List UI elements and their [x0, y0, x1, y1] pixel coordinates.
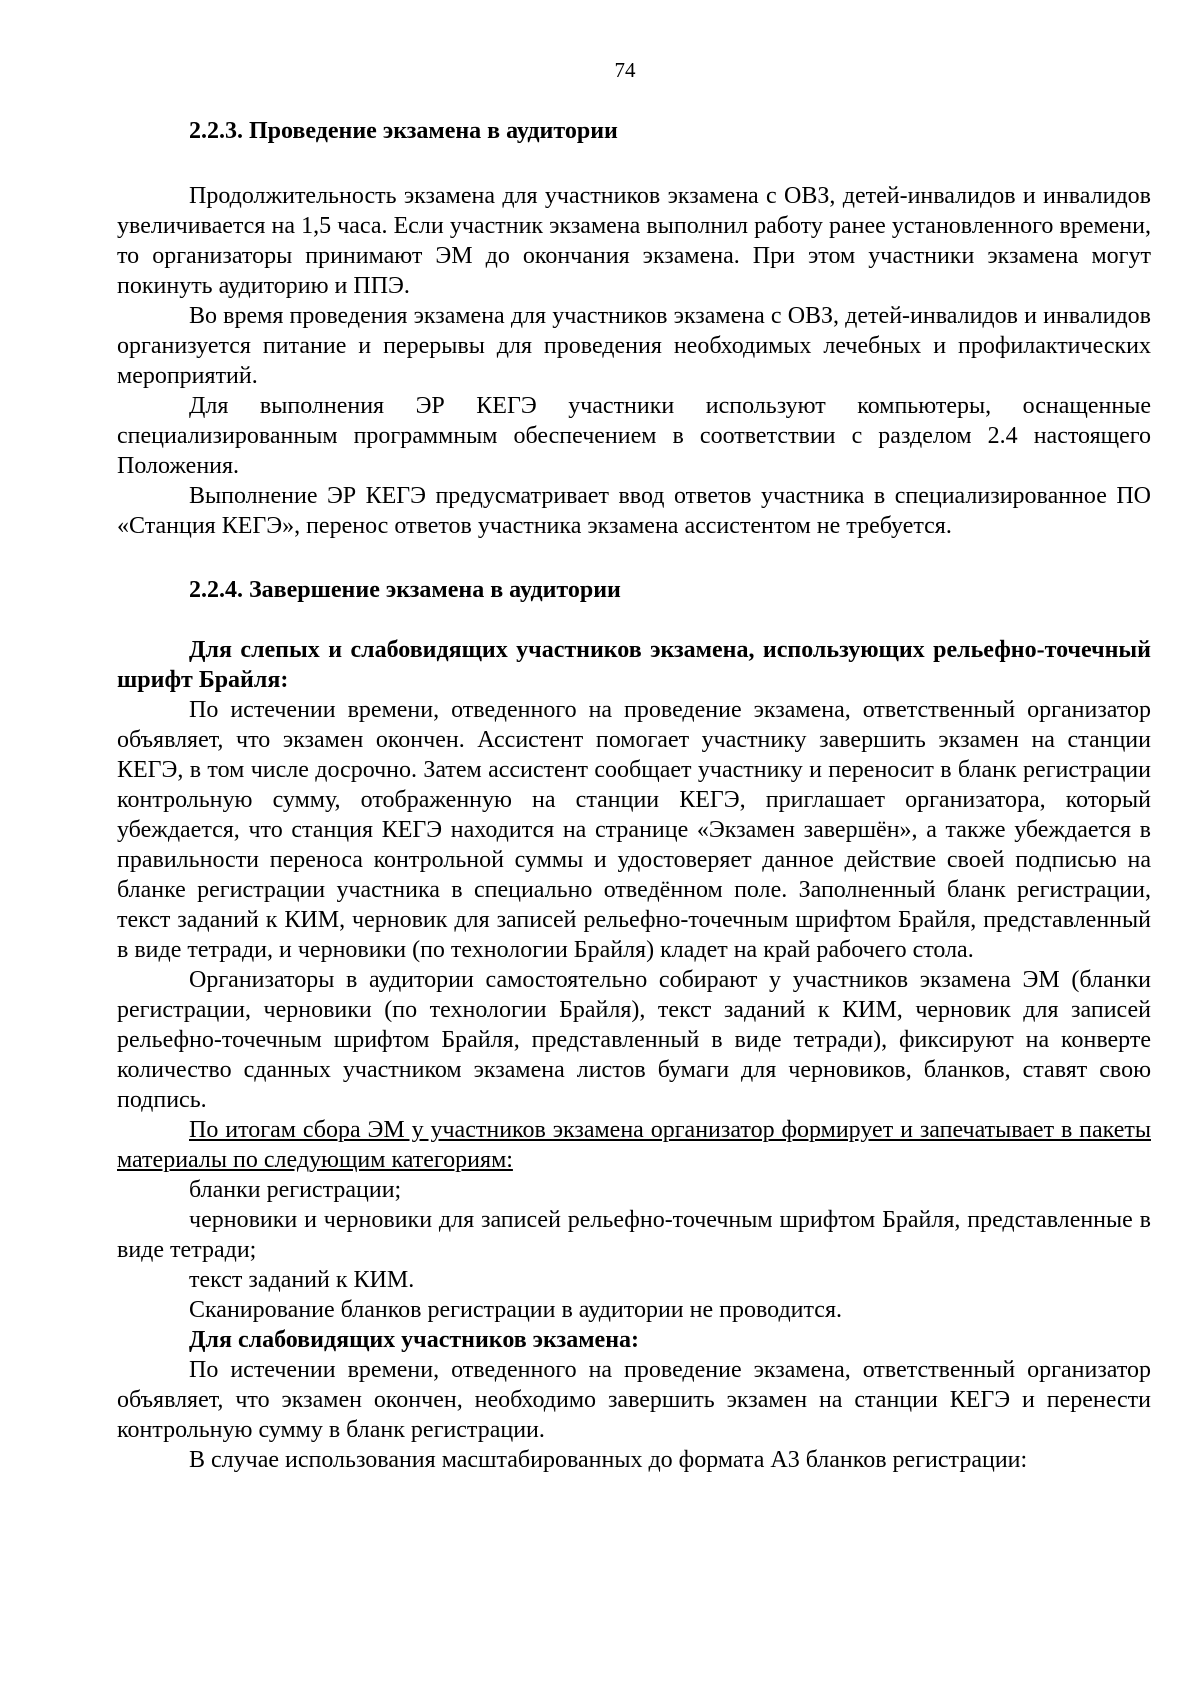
paragraph-blind-exam-end: По истечении времени, отведенного на проведение экзамена, ответственный организатор объявляет, что экзамен окончен. Ассистент помогает участнику завершить экзамен на станции КЕГЭ, в том числе досрочно. Затем ассистент сообщает участнику и переносит в бланк регистрации контрольную сумму, отображенную на станции КЕГЭ, приглашает организатора, который убеждается, что станция КЕГЭ находится на странице «Экзамен завершён», а также убеждается в правильности переноса контрольной суммы и удостоверяет данное действие своей подписью на бланке регистрации участника в специально отведённом поле. Заполненный бланк регистрации, текст заданий к КИМ, черновик для записей рельефно-точечным шрифтом Брайля, представленный в виде тетради, и черновики (по технологии Брайля) кладет на край рабочего стола. [117, 697, 1151, 963]
packaging-intro-text: По итогам сбора ЭМ у участников экзамена организатор формирует и запечатывает в пакеты материалы по следующим категориям: [117, 1117, 1151, 1173]
paragraph-duration: Продолжительность экзамена для участников экзамена с ОВЗ, детей-инвалидов и инвалидов увеличивается на 1,5 часа. Если участник экзамена выполнил работу ранее установленного времени, то организаторы принимают ЭМ до окончания экзамена. При этом участники экзамена могут покинуть аудиторию и ППЭ. [117, 183, 1151, 299]
blind-participants-heading: Для слепых и слабовидящих участников экзамена, использующих рельефно-точечный шрифт Брайля: [117, 637, 1151, 693]
page-number: 74 [614, 58, 636, 82]
packaging-item-registration-forms: бланки регистрации; [189, 1177, 402, 1203]
packaging-item-drafts: черновики и черновики для записей рельефно-точечным шрифтом Брайля, представленные в виде тетради; [117, 1207, 1151, 1263]
packaging-item-kim-text: текст заданий к КИМ. [189, 1267, 415, 1293]
paragraph-a3-forms: В случае использования масштабированных до формата А3 бланков регистрации: [189, 1447, 1028, 1473]
section-heading-2-2-4: 2.2.4. Завершение экзамена в аудитории [189, 577, 621, 603]
paragraph-blind-collection: Организаторы в аудитории самостоятельно собирают у участников экзамена ЭМ (бланки регистрации, черновики (по технологии Брайля), текст заданий к КИМ, черновик для записей рельефно-точечным шрифтом Брайля, представленный в виде тетради), фиксируют на конверте количество сданных участником экзамена листов бумаги для черновиков, бланков, ставят свою подпись. [117, 967, 1151, 1113]
page-content [117, 116, 1151, 1475]
low-vision-heading: Для слабовидящих участников экзамена: [189, 1327, 640, 1353]
section-heading-2-2-3: 2.2.3. Проведение экзамена в аудитории [189, 118, 618, 144]
paragraph-packaging-intro [117, 1115, 1151, 1175]
paragraph-low-vision-exam-end: По истечении времени, отведенного на проведение экзамена, ответственный организатор объявляет, что экзамен окончен, необходимо завершить экзамен на станции КЕГЭ и перенести контрольную сумму в бланк регистрации. [117, 1357, 1151, 1443]
paragraph-meals-breaks: Во время проведения экзамена для участников экзамена с ОВЗ, детей-инвалидов и инвалидов организуется питание и перерывы для проведения необходимых лечебных и профилактических мероприятий. [117, 303, 1151, 389]
paragraph-answer-input: Выполнение ЭР КЕГЭ предусматривает ввод ответов участника в специализированное ПО «Станция КЕГЭ», перенос ответов участника экзамена ассистентом не требуется. [117, 483, 1151, 539]
paragraph-computers: Для выполнения ЭР КЕГЭ участники используют компьютеры, оснащенные специализированным программным обеспечением в соответствии с разделом 2.4 настоящего Положения. [117, 393, 1151, 479]
paragraph-scan-note: Сканирование бланков регистрации в аудитории не проводится. [189, 1297, 842, 1323]
